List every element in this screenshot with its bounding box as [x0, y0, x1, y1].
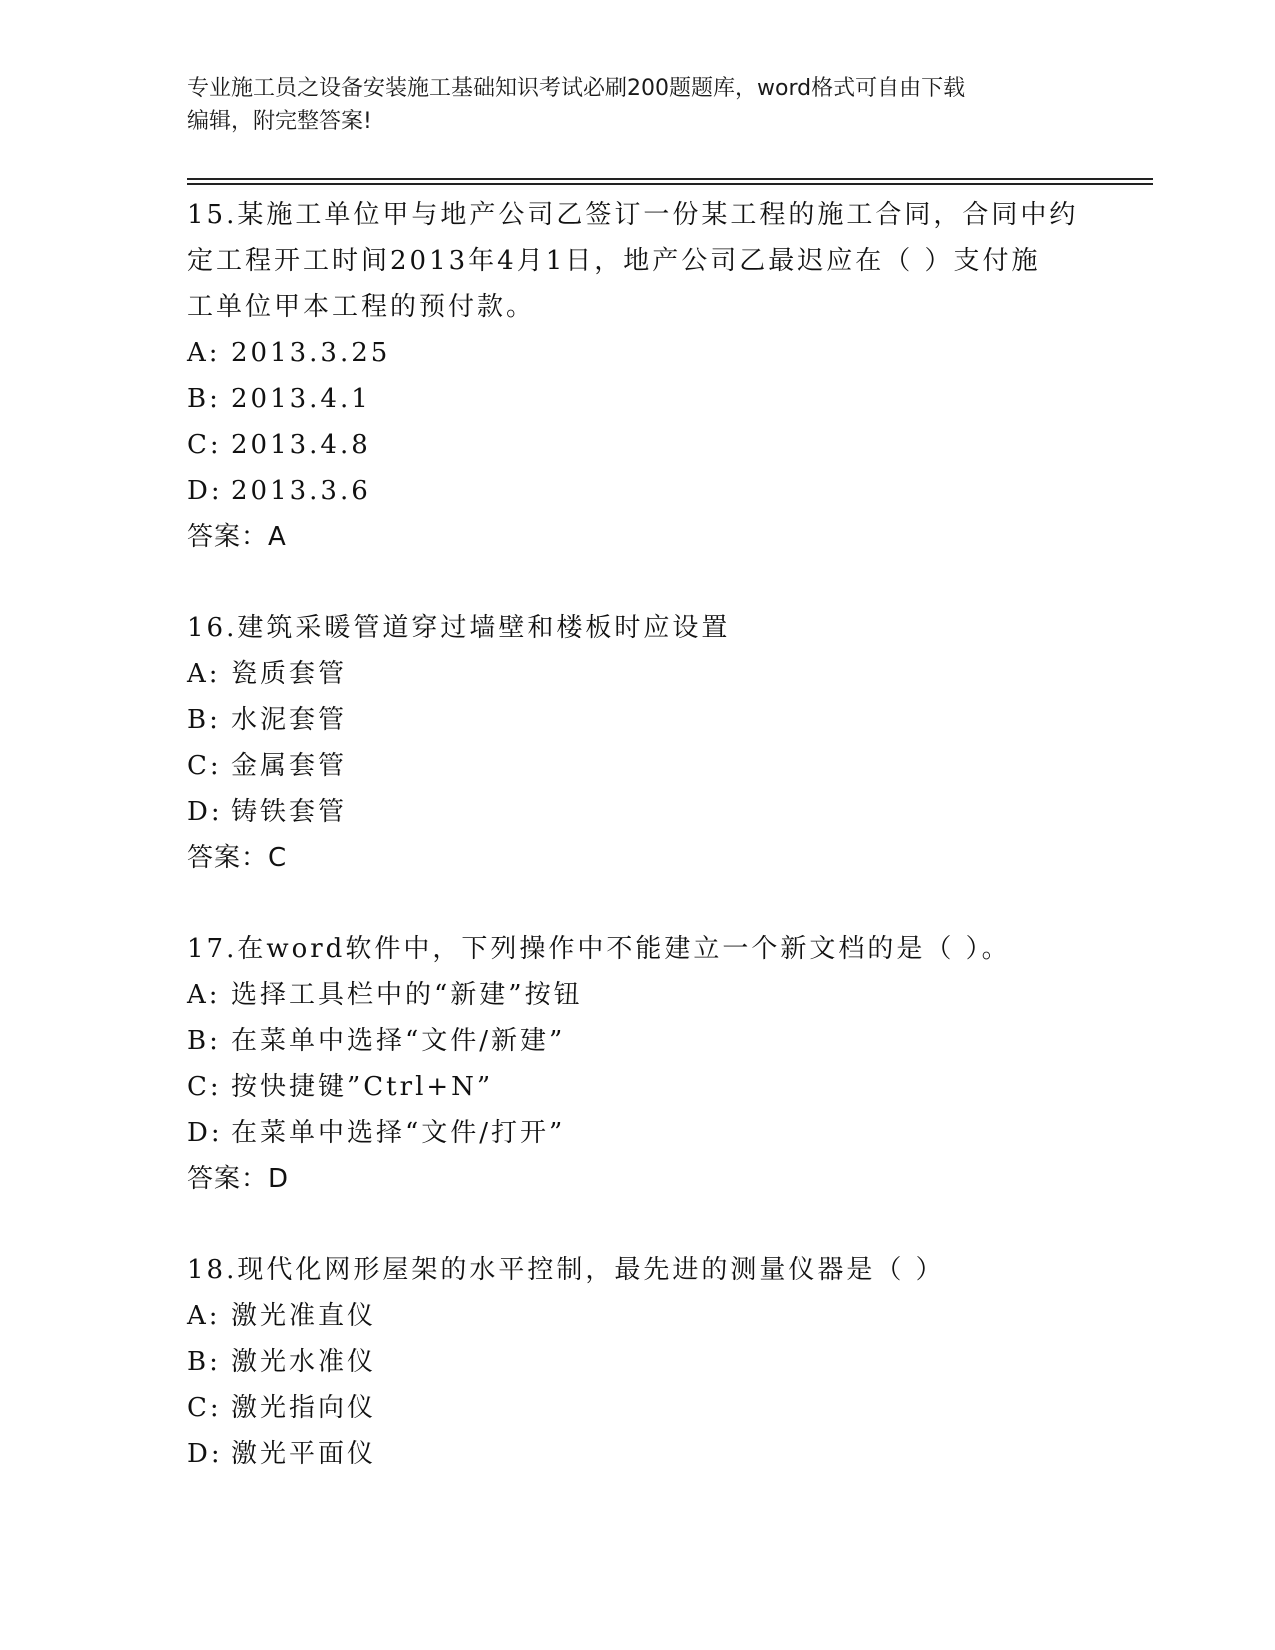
option-text: 在菜单中选择“文件/新建”	[231, 1026, 566, 1056]
header-divider-top	[187, 178, 1153, 180]
stem-line: 定工程开工时间2013年4月1日，地产公司乙最迟应在（ ）支付施	[187, 246, 1041, 276]
option-key: B:	[187, 705, 221, 735]
question-stem	[187, 605, 1087, 651]
option-text: 2013.4.1	[231, 384, 371, 414]
question-15	[187, 192, 1087, 560]
option-key: B:	[187, 384, 221, 414]
option-d	[187, 1431, 1087, 1477]
option-b	[187, 697, 1087, 743]
header-line-1: 专业施工员之设备安装施工基础知识考试必刷200题题库，word格式可自由下载	[187, 76, 966, 101]
question-16	[187, 605, 1087, 881]
option-d	[187, 789, 1087, 835]
option-key: A:	[187, 659, 221, 689]
option-key: A:	[187, 1301, 221, 1331]
question-list	[187, 188, 1087, 1522]
question-18	[187, 1247, 1087, 1477]
option-c	[187, 743, 1087, 789]
option-a	[187, 651, 1087, 697]
option-key: D:	[187, 1118, 223, 1148]
option-a	[187, 972, 1087, 1018]
stem-line: 18.现代化网形屋架的水平控制，最先进的测量仪器是（ ）	[187, 1255, 945, 1285]
option-text: 激光平面仪	[231, 1439, 377, 1469]
option-key: C:	[187, 1393, 222, 1423]
option-key: D:	[187, 797, 223, 827]
stem-line: 16.建筑采暖管道穿过墙壁和楼板时应设置	[187, 613, 731, 643]
option-text: 激光准直仪	[231, 1301, 377, 1331]
option-text: 瓷质套管	[231, 659, 348, 689]
option-d	[187, 468, 1087, 514]
option-text: 金属套管	[231, 751, 348, 781]
option-a	[187, 330, 1087, 376]
option-key: C:	[187, 751, 222, 781]
option-text: 在菜单中选择“文件/打开”	[231, 1118, 566, 1148]
stem-line: 17.在word软件中，下列操作中不能建立一个新文档的是（ ）。	[187, 934, 1011, 964]
header-divider-bottom	[187, 183, 1153, 185]
document-header	[187, 72, 1067, 138]
option-text: 激光指向仪	[231, 1393, 377, 1423]
option-text: 2013.4.8	[231, 430, 371, 460]
option-d	[187, 1110, 1087, 1156]
option-a	[187, 1293, 1087, 1339]
option-text: 激光水准仪	[231, 1347, 377, 1377]
option-c	[187, 1385, 1087, 1431]
option-c	[187, 1064, 1087, 1110]
answer-label: 答案：D	[187, 1164, 290, 1194]
question-17	[187, 926, 1087, 1202]
question-stem	[187, 926, 1087, 972]
answer-label: 答案：C	[187, 843, 288, 873]
answer-label: 答案：A	[187, 522, 287, 552]
option-text: 2013.3.6	[231, 476, 371, 506]
option-key: B:	[187, 1347, 221, 1377]
stem-line: 15.某施工单位甲与地产公司乙签订一份某工程的施工合同，合同中约	[187, 200, 1079, 230]
option-key: C:	[187, 1072, 222, 1102]
option-key: D:	[187, 1439, 223, 1469]
option-key: C:	[187, 430, 222, 460]
question-stem	[187, 1247, 1087, 1293]
option-key: D:	[187, 476, 223, 506]
stem-line: 工单位甲本工程的预付款。	[187, 292, 536, 322]
question-stem	[187, 192, 1087, 330]
option-key: A:	[187, 338, 221, 368]
option-text: 2013.3.25	[231, 338, 391, 368]
option-text: 按快捷键”Ctrl+N”	[231, 1072, 494, 1102]
header-line-2: 编辑，附完整答案!	[187, 109, 372, 134]
option-key: A:	[187, 980, 221, 1010]
option-b	[187, 1018, 1087, 1064]
option-text: 选择工具栏中的“新建”按钮	[231, 980, 583, 1010]
option-text: 水泥套管	[231, 705, 348, 735]
option-c	[187, 422, 1087, 468]
option-text: 铸铁套管	[231, 797, 348, 827]
option-b	[187, 376, 1087, 422]
option-b	[187, 1339, 1087, 1385]
option-key: B:	[187, 1026, 221, 1056]
